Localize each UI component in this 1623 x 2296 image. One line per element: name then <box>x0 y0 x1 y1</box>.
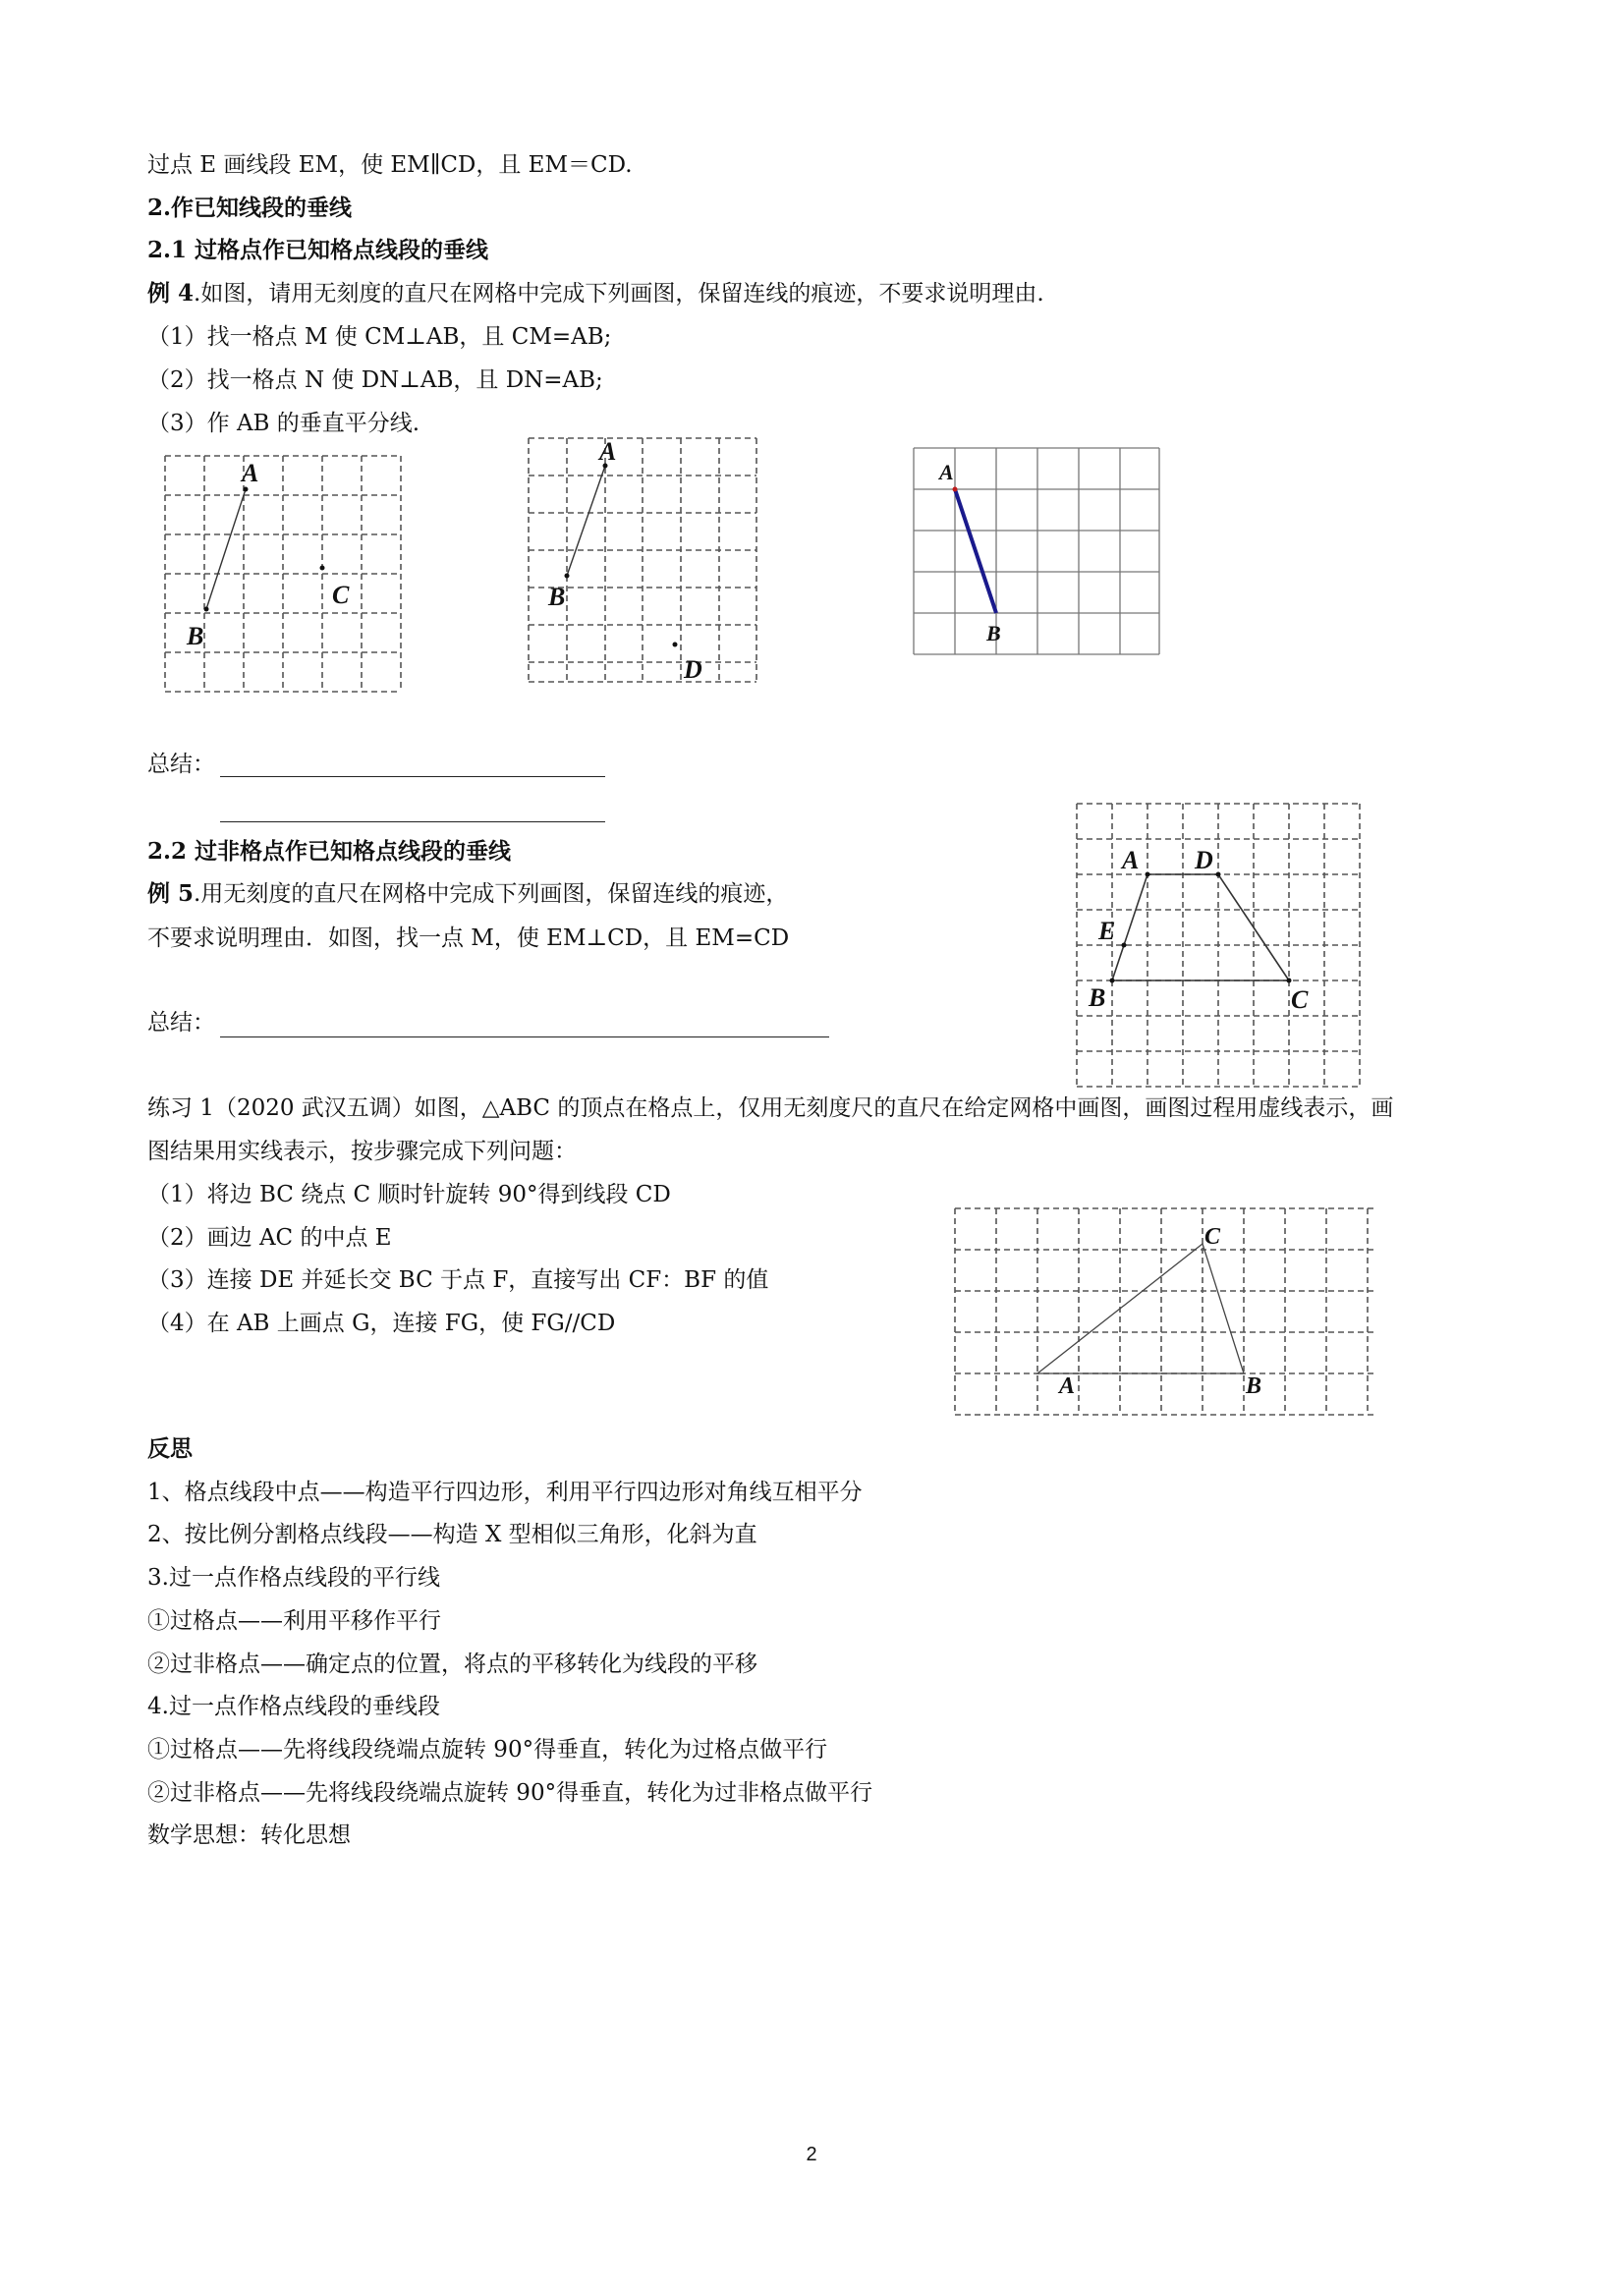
reflection-item-3: 3.过一点作格点线段的平行线 <box>147 1565 440 1591</box>
point-a <box>244 487 249 492</box>
segment-ab <box>567 466 605 576</box>
section-heading-perpendicular: 2.作已知线段的垂线 <box>147 195 353 221</box>
example-4-intro <box>147 279 1044 308</box>
reflection-item-4b: ②过非格点——先将线段绕端点旋转 90°得垂直，转化为过非格点做平行 <box>147 1780 873 1806</box>
practice-1-step-1: （1）将边 BC 绕点 C 顺时针旋转 90°得到线段 CD <box>147 1182 671 1207</box>
grid-figure-1 <box>157 452 413 698</box>
practice-1-step-3: （3）连接 DE 并延长交 BC 于点 F，直接写出 CF：BF 的值 <box>147 1267 769 1293</box>
example-4-step-1: （1）找一格点 M 使 CM⊥AB，且 CM=AB; <box>147 324 612 350</box>
trapezoid-adcb <box>1112 874 1289 980</box>
point-d <box>673 643 678 647</box>
label-d: D <box>1195 846 1213 874</box>
example-5-label: 例 5 <box>147 880 195 907</box>
example-5-text-2: 不要求说明理由．如图，找一点 M，使 EM⊥CD，且 EM=CD <box>147 925 790 951</box>
grid-figure-5 <box>951 1201 1379 1417</box>
label-b: B <box>548 583 566 611</box>
label-a: A <box>1122 846 1140 874</box>
label-c: C <box>1204 1224 1221 1250</box>
answer-blank-3[interactable] <box>220 1036 829 1037</box>
label-a: A <box>242 459 259 487</box>
point-b <box>1110 979 1115 983</box>
subsection-heading-2-2: 2.2 过非格点作已知格点线段的垂线 <box>147 838 512 865</box>
answer-blank-2[interactable] <box>220 821 605 822</box>
example-5-intro <box>147 879 788 909</box>
example-4-label: 例 4 <box>147 280 195 307</box>
subsection-heading-2-1: 2.1 过格点作已知格点线段的垂线 <box>147 237 489 263</box>
summary-label-1: 总结： <box>147 752 215 777</box>
point-a <box>1146 872 1150 877</box>
reflection-item-4: 4.过一点作格点线段的垂线段 <box>147 1694 440 1719</box>
segment-ab <box>955 489 996 613</box>
point-b <box>565 574 570 579</box>
example-4-text: .如图，请用无刻度的直尺在网格中完成下列画图，保留连线的痕迹，不要求说明理由. <box>194 281 1044 307</box>
point-a <box>953 487 958 492</box>
point-b <box>204 607 209 612</box>
summary-label-2: 总结： <box>147 1010 215 1036</box>
point-d <box>1216 872 1221 877</box>
example-5-text: .用无刻度的直尺在网格中完成下列画图，保留连线的痕迹， <box>194 881 789 907</box>
label-c: C <box>332 581 350 609</box>
example-4-step-3: （3）作 AB 的垂直平分线. <box>147 411 420 436</box>
point-e <box>1122 943 1127 948</box>
label-e: E <box>1098 917 1116 945</box>
label-b: B <box>986 621 1001 645</box>
label-a: A <box>1059 1373 1076 1399</box>
grid-figure-4 <box>1071 798 1366 1092</box>
label-b: B <box>1089 983 1106 1012</box>
practice-1-text-2: 图结果用实线表示，按步骤完成下列问题： <box>147 1139 577 1164</box>
reflection-item-1: 1、格点线段中点——构造平行四边形，利用平行四边形对角线互相平分 <box>147 1480 863 1505</box>
segment-ab <box>206 489 246 609</box>
triangle-abc <box>1037 1244 1244 1373</box>
practice-1-step-2: （2）画边 AC 的中点 E <box>147 1225 392 1251</box>
answer-blank-1[interactable] <box>220 776 605 777</box>
label-d: D <box>684 655 702 684</box>
grid-figure-2 <box>521 432 766 688</box>
reflection-item-4a: ①过格点——先将线段绕端点旋转 90°得垂直，转化为过格点做平行 <box>147 1737 828 1763</box>
point-c <box>320 566 325 571</box>
practice-1-text: 练习 1（2020 武汉五调）如图，△ABC 的顶点在格点上，仅用无刻度尺的直尺在给定网格中画图，画图过程用虚线表示，画 <box>147 1095 1394 1121</box>
label-b: B <box>1246 1373 1262 1399</box>
page-number: 2 <box>806 2144 817 2165</box>
label-a: A <box>939 460 954 484</box>
math-thinking: 数学思想：转化思想 <box>147 1822 351 1848</box>
label-c: C <box>1291 985 1309 1014</box>
label-b: B <box>187 622 204 650</box>
grid-figure-3 <box>904 442 1169 668</box>
practice-1-step-4: （4）在 AB 上画点 G，连接 FG，使 FG//CD <box>147 1311 616 1336</box>
point-c <box>1287 979 1292 983</box>
label-a: A <box>599 437 617 466</box>
example-4-step-2: （2）找一格点 N 使 DN⊥AB，且 DN=AB; <box>147 367 603 393</box>
reflection-item-3a: ①过格点——利用平移作平行 <box>147 1608 441 1634</box>
text-line-construct-em: 过点 E 画线段 EM，使 EM∥CD，且 EM＝CD. <box>147 152 633 178</box>
reflection-item-2: 2、按比例分割格点线段——构造 X 型相似三角形，化斜为直 <box>147 1522 757 1547</box>
reflection-item-3b: ②过非格点——确定点的位置，将点的平移转化为线段的平移 <box>147 1652 757 1677</box>
reflection-heading: 反思 <box>147 1435 193 1462</box>
